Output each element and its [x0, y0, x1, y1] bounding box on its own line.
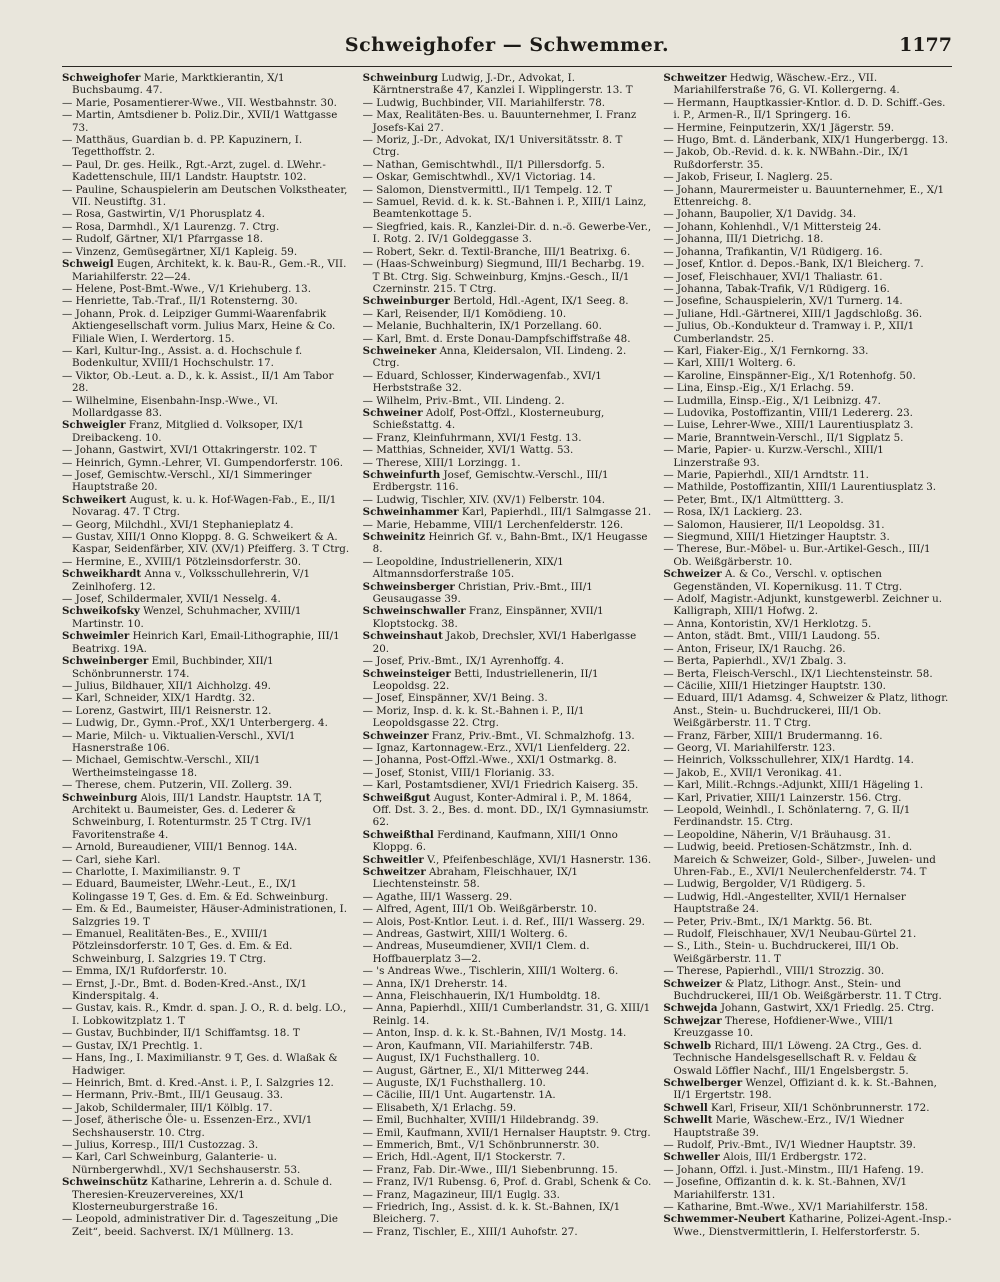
- directory-entry: — Peter, Bmt., IX/1 Altmüttterg. 3.: [663, 493, 844, 506]
- directory-entry: — Gustav, kais. R., Kmdr. d. span. J. O., R. d. belg. LO., I. Lobkowitzplatz 1. T: [62, 1002, 347, 1027]
- directory-entry: — Franz, Tischler, E., XIII/1 Auhofstr. 27.: [362, 1225, 578, 1238]
- directory-entry: — Johanna, Tabak-Trafik, V/1 Rüdigerg. 16.: [663, 282, 890, 295]
- directory-entry: — Therese, XIII/1 Lorzingg. 1.: [362, 456, 521, 469]
- directory-entry: Schweikofsky Wenzel, Schuhmacher, XVIII/1 Martinstr. 10.: [62, 605, 302, 630]
- directory-entry: Schweinberger Emil, Buchbinder, XII/1 Schönbrunnerstr. 174.: [62, 655, 274, 680]
- directory-entry: — Josef, Gemischtw.-Verschl., XI/1 Simmeringer Hauptstraße 20.: [62, 469, 312, 494]
- directory-entry: — Oskar, Gemischtwhdl., XV/1 Victoriag. 14.: [362, 171, 596, 184]
- surname: Schweitzer: [362, 866, 426, 878]
- directory-entry: — Hans, Ing., I. Maximilianstr. 9 T, Ges. d. Wlaßak & Hadwiger.: [62, 1052, 338, 1077]
- directory-entry: — 's Andreas Wwe., Tischlerin, XIII/1 Wolterg. 6.: [362, 965, 619, 978]
- directory-entry: — Heinrich, Gymn.-Lehrer, VI. Gumpendorferstr. 106.: [62, 456, 344, 469]
- directory-entry: — Johann, Kohlenhdl., V/1 Mittersteig 24.: [663, 220, 882, 233]
- surname: Schweißthal: [362, 828, 434, 841]
- directory-entry: — Josef, ätherische Öle- u. Essenzen-Erz., XVI/1 Sechshauserstr. 10. Ctrg.: [62, 1114, 313, 1139]
- surname: Schweinburg: [62, 791, 138, 804]
- directory-entry: — Martin, Amtsdiener b. Poliz.Dir., XVII/1 Wattgasse 73.: [62, 109, 338, 134]
- directory-entry: — Berta, Fleisch-Verschl., IX/1 Liechtensteinstr. 58.: [663, 667, 933, 680]
- surname: Schweitler: [362, 853, 424, 866]
- directory-entry: — Cäcilie, XIII/1 Hietzinger Hauptstr. 130.: [663, 679, 886, 692]
- directory-entry: — Charlotte, I. Maximilianstr. 9. T: [62, 866, 241, 878]
- directory-entry: — Johanna, Trafikantin, V/1 Rüdigerg. 16.: [663, 245, 883, 258]
- directory-entry: — Max, Realitäten-Bes. u. Bauunternehmer, I. Franz Josefs-Kai 27.: [362, 109, 637, 134]
- directory-entry: — Johann, Gastwirt, XVI/1 Ottakringerstr. 102. T: [62, 444, 317, 457]
- directory-entry: — Johann, Baupolier, X/1 Davidg. 34.: [663, 208, 857, 221]
- directory-entry: — Moriz, Insp. d. k. k. St.-Bahnen i. P., II/1 Leopoldsgasse 22. Ctrg.: [362, 704, 585, 730]
- directory-entry: — Luise, Lehrer-Wwe., XIII/1 Laurentiusplatz 3.: [663, 419, 914, 432]
- directory-entry: — Karl, Postamtsdiener, XVI/1 Friedrich Kaiserg. 35.: [362, 779, 639, 792]
- directory-entry: — Therese, chem. Putzerin, VII. Zollerg. 39.: [62, 779, 293, 792]
- directory-entry: — Therese, Papierhdl., VIII/1 Strozzig. 30.: [663, 965, 885, 978]
- directory-entry: — Katharine, Bmt.-Wwe., XV/1 Mariahilferstr. 158.: [663, 1200, 928, 1213]
- directory-entry: — Jakob, Schildermaler, III/1 Kölblg. 17.: [62, 1101, 273, 1114]
- directory-entry: — Gustav, Buchbinder, II/1 Schiffamtsg. 18. T: [62, 1027, 300, 1040]
- directory-entry: Schweißthal Ferdinand, Kaufmann, XIII/1 Onno Kloppg. 6.: [362, 828, 618, 854]
- surname: Schweinhammer: [362, 506, 459, 519]
- directory-entry: — Karl, Bmt. d. Erste Donau-Dampfschiffstraße 48.: [362, 332, 631, 345]
- directory-entry: — Marie, Papierhdl., XII/1 Arndtstr. 11.: [663, 469, 869, 481]
- directory-entry: — Robert, Sekr. d. Textil-Branche, III/1 Beatrixg. 6.: [362, 245, 631, 258]
- surname: Schweinshaut: [362, 630, 443, 643]
- entry-columns: [62, 72, 952, 1264]
- directory-entry: — Anton, Friseur, IX/1 Rauchg. 26.: [663, 642, 846, 655]
- column-left: [62, 72, 351, 1264]
- directory-entry: — Em. & Ed., Baumeister, Häuser-Administrationen, I. Salzgries 19. T: [62, 903, 347, 928]
- directory-entry: — Leopoldine, Näherin, V/1 Bräuhausg. 31.: [663, 828, 891, 841]
- directory-entry: — Michael, Gemischtw.-Verschl., XII/1 Wertheimsteingasse 18.: [62, 754, 261, 779]
- directory-entry: — Rudolf, Gärtner, XI/1 Pfarrgasse 18.: [62, 233, 263, 246]
- directory-entry: — Georg, VI. Mariahilferstr. 123.: [663, 741, 836, 754]
- surname: Schweimler: [62, 630, 130, 643]
- directory-entry: — Moriz, J.-Dr., Advokat, IX/1 Universitätsstr. 8. T Ctrg.: [362, 134, 623, 159]
- directory-entry: — Karl, Milit.-Rchngs.-Adjunkt, XIII/1 Hägeling 1.: [663, 779, 924, 792]
- surname: Schweinsteiger: [362, 667, 451, 680]
- directory-entry: — August, IX/1 Fuchsthallerg. 10.: [362, 1052, 540, 1065]
- directory-entry: — Helene, Post-Bmt.-Wwe., V/1 Kriehuberg. 13.: [62, 282, 311, 295]
- surname: Schweinsberger: [362, 580, 455, 593]
- surname: Schweinschütz: [62, 1176, 148, 1189]
- surname: Schweineker: [362, 344, 437, 357]
- directory-entry: Schweikhardt Anna v., Volksschullehrerin, V/1 Zeinlhoferg. 12.: [62, 568, 311, 593]
- directory-entry: Schwelb Richard, III/1 Löweng. 2A Ctrg., Ges. d. Technische Handelsgesellschaft R. v. Feldau & Oswald Löffler Nachf., III/1 Engelsbergstr. 5.: [663, 1039, 922, 1077]
- directory-entry: — Rudolf, Fleischhauer, XV/1 Neubau-Gürtel 21.: [663, 928, 917, 941]
- directory-entry: — Emmerich, Bmt., V/1 Schönbrunnerstr. 30.: [362, 1138, 600, 1151]
- directory-entry: — Siegmund, XIII/1 Hietzinger Hauptstr. 3.: [663, 531, 890, 544]
- directory-entry: — Vinzenz, Gemüsegärtner, XI/1 Kapleig. 59.: [62, 245, 298, 258]
- directory-entry: — Johann, Offzl. i. Just.-Minstm., III/1 Hafeng. 19.: [663, 1163, 924, 1176]
- directory-entry: — Alois, Post-Kntlor. Leut. i. d. Ref., III/1 Wasserg. 29.: [362, 915, 645, 928]
- directory-entry: — Ludmilla, Einsp.-Eig., X/1 Leibnizg. 47.: [663, 394, 881, 407]
- directory-entry: — Franz, Kleinfuhrmann, XVI/1 Festg. 13.: [362, 431, 582, 444]
- directory-entry: — Rosa, Gastwirtin, V/1 Phorusplatz 4.: [62, 208, 265, 221]
- directory-entry: Schweigl Eugen, Architekt, k. k. Bau-R., Gem.-R., VII. Mariahilferstr. 22—24.: [62, 258, 347, 283]
- directory-entry: — Anna, IX/1 Dreherstr. 14.: [362, 977, 508, 990]
- directory-entry: — Johanna, III/1 Dietrichg. 18.: [663, 233, 824, 246]
- directory-entry: Schweinsteiger Betti, Industriellenerin, II/1 Leopoldsg. 22.: [362, 667, 599, 692]
- directory-entry: — Marie, Branntwein-Verschl., II/1 Sigplatz 5.: [663, 431, 904, 444]
- directory-entry: — Rosa, Darmhdl., X/1 Laurenzg. 7. Ctrg.: [62, 220, 280, 233]
- directory-entry: — Johann, Prok. d. Leipziger Gummi-Waarenfabrik Aktiengesellschaft vorm. Julius Marx, Heine & Co. Filiale Wien, I. Werdertorg. 15.: [62, 307, 336, 345]
- directory-entry: Schweinburg Ludwig, J.-Dr., Advokat, I. Kärntnerstraße 47, Kanzlei I. Wipplingerstr. 13. T: [362, 72, 633, 97]
- directory-entry: — Anna, Papierhdl., XIII/1 Cumberlandstr. 31, G. XIII/1 Reinlg. 14.: [362, 1002, 651, 1027]
- directory-entry: — Jakob, Friseur, I. Naglerg. 25.: [663, 171, 833, 184]
- directory-entry: — Elisabeth, X/1 Erlachg. 59.: [362, 1101, 517, 1114]
- directory-entry: — Emil, Kaufmann, XVII/1 Hernalser Hauptstr. 9. Ctrg.: [362, 1126, 651, 1139]
- surname: Schwell: [663, 1101, 708, 1114]
- directory-entry: — S., Lith., Stein- u. Buchdruckerei, III/1 Ob. Weißgärberstr. 11. T: [663, 940, 899, 965]
- directory-entry: — Anna, Fleischhauerin, IX/1 Humboldtg. 18.: [362, 990, 601, 1003]
- directory-entry: — Salomon, Dienstvermittl., II/1 Tempelg. 12. T: [362, 183, 613, 196]
- surname: Schweinburger: [362, 295, 450, 308]
- surname: Schweinberger: [62, 655, 149, 668]
- directory-entry: — Emma, IX/1 Rufdorferstr. 10.: [62, 965, 227, 978]
- directory-entry: — Marie, Posamentierer-Wwe., VII. Westbahnstr. 30.: [62, 96, 337, 109]
- directory-entry: Schweimler Heinrich Karl, Email-Lithographie, III/1 Beatrixg. 19A.: [62, 630, 340, 655]
- directory-entry: — Mathilde, Postoffizantin, XIII/1 Laurentiusplatz 3.: [663, 481, 937, 494]
- directory-entry: — Ernst, J.-Dr., Bmt. d. Boden-Kred.-Anst., IX/1 Kinderspitalg. 4.: [62, 977, 308, 1003]
- directory-entry: — Hermann, Priv.-Bmt., III/1 Geusaug. 33.: [62, 1089, 284, 1102]
- directory-entry: — Marie, Hebamme, VIII/1 Lerchenfelderstr. 126.: [362, 518, 624, 531]
- directory-entry: — August, Gärtner, E., XI/1 Mitterweg 244.: [362, 1064, 589, 1077]
- directory-entry: — Paul, Dr. ges. Heilk., Rgt.-Arzt, zugel. d. LWehr.-Kadettenschule, III/1 Landstr. Hauptstr. 102.: [62, 158, 326, 184]
- directory-entry: — Jakob, E., XVII/1 Veronikag. 41.: [663, 766, 842, 779]
- directory-entry: Schwemmer-Neubert Katharine, Polizei-Agent.-Insp.-Wwe., Dienstvermittlerin, I. Helferstorferstr. 5.: [663, 1213, 952, 1238]
- surname: Schweigler: [62, 419, 126, 432]
- surname: Schweikert: [62, 493, 127, 506]
- directory-entry: — Julius, Ob.-Kondukteur d. Tramway i. P., XII/1 Cumberlandstr. 25.: [663, 320, 915, 345]
- directory-entry: — Leopoldine, Industriellenerin, XIX/1 Altmannsdorferstraße 105.: [362, 555, 564, 581]
- surname: Schweinburg: [362, 72, 438, 84]
- directory-entry: Schweineker Anna, Kleidersalon, VII. Lindeng. 2. Ctrg.: [362, 344, 627, 370]
- directory-entry: Schweinfurth Josef, Gemischtw.-Verschl., III/1 Erdbergstr. 116.: [362, 469, 609, 494]
- directory-entry: — Ludwig, Bergolder, V/1 Rüdigerg. 5.: [663, 878, 866, 891]
- surname: Schwemmer-Neubert: [663, 1213, 786, 1226]
- directory-entry: — Emil, Buchhalter, XVIII/1 Hildebrandg. 39.: [362, 1114, 599, 1127]
- directory-entry: — Johann, Maurermeister u. Bauunternehmer, E., X/1 Ettenreichg. 8.: [663, 183, 945, 209]
- surname: Schweinschwaller: [362, 605, 466, 618]
- directory-entry: — Salomon, Hausierer, II/1 Leopoldsg. 31.: [663, 518, 885, 531]
- surname: Schweinitz: [362, 531, 426, 544]
- directory-entry: — Heinrich, Bmt. d. Kred.-Anst. i. P., I. Salzgries 12.: [62, 1076, 334, 1089]
- directory-entry: — Ludwig, Buchbinder, VII. Mariahilferstr. 78.: [362, 96, 606, 109]
- column-right: [663, 72, 952, 1264]
- directory-entry: — Heinrich, Volksschullehrer, XIX/1 Hardtg. 14.: [663, 754, 914, 767]
- page-header: [62, 30, 952, 67]
- directory-entry: — Hermann, Hauptkassier-Kntlor. d. D. D. Schiff.-Ges. i. P., Armen-R., II/1 Springerg. 16.: [663, 96, 946, 122]
- directory-entry: Schweiner Adolf, Post-Offzl., Klosterneuburg, Schießstattg. 4.: [362, 406, 605, 432]
- directory-entry: — Nathan, Gemischtwhdl., II/1 Pillersdorfg. 5.: [362, 158, 605, 171]
- surname: Schwelberger: [663, 1076, 743, 1089]
- running-title: Schweighofer — Schwemmer.: [344, 34, 670, 56]
- directory-entry: Schweinshaut Jakob, Drechsler, XVI/1 Haberlgasse 20.: [362, 630, 637, 655]
- directory-entry: — Adolf, Magistr.-Adjunkt, kunstgewerbl. Zeichner u. Kalligraph, XIII/1 Hofwg. 2.: [663, 593, 942, 618]
- directory-entry: — Wilhelmine, Eisenbahn-Insp.-Wwe., VI. Mollardgasse 83.: [62, 394, 279, 419]
- directory-entry: Schweinsberger Christian, Priv.-Bmt., III/1 Geusaugasse 39.: [362, 580, 593, 606]
- surname: Schweiner: [362, 406, 423, 419]
- directory-entry: — Eduard, Baumeister, LWehr.-Leut., E., IX/1 Kolingasse 19 T, Ges. d. Em. & Ed. Schweinburg.: [62, 878, 329, 903]
- directory-entry: — Karl, XIII/1 Wolterg. 6.: [663, 357, 796, 370]
- directory-entry: Schweinschwaller Franz, Einspänner, XVII/1 Kloptstockg. 38.: [362, 605, 604, 630]
- directory-entry: — Melanie, Buchhalterin, IX/1 Porzellang. 60.: [362, 320, 602, 333]
- directory-entry: — Josef, Kntlor. d. Depos.-Bank, IX/1 Bleicherg. 7.: [663, 258, 924, 271]
- directory-entry: — Juliane, Hdl.-Gärtnerei, XIII/1 Jagdschloßg. 36.: [663, 307, 923, 320]
- surname: Schwejzar: [663, 1014, 722, 1027]
- directory-entry: Schweißgut August, Konter-Admiral i. P., M. 1864, Off. Dst. 3. 2., Bes. d. mont. DD., IX/1 Gymnasiumstr. 62.: [362, 791, 649, 829]
- directory-entry: — Ludovika, Postoffizantin, VIII/1 Ledererg. 23.: [663, 406, 913, 419]
- directory-entry: — Friedrich, Ing., Assist. d. k. k. St.-Bahnen, IX/1 Bleicherg. 7.: [362, 1200, 621, 1226]
- surname: Schweizer: [663, 977, 722, 990]
- directory-entry: — Anton, städt. Bmt., VIII/1 Laudong. 55.: [663, 630, 881, 643]
- directory-entry: — Josef, Fleischhauer, XVI/1 Thaliastr. 61.: [663, 270, 883, 283]
- directory-entry: — Alfred, Agent, III/1 Ob. Weißgärberstr. 10.: [362, 903, 597, 916]
- directory-entry: — Josef, Einspänner, XV/1 Being. 3.: [362, 692, 548, 705]
- directory-entry: Schweitler V., Pfeifenbeschläge, XVI/1 Hasnerstr. 136.: [362, 853, 652, 866]
- directory-entry: — Berta, Papierhdl., XV/1 Zbalg. 3.: [663, 655, 847, 668]
- directory-entry: Schwellt Marie, Wäschew.-Erz., IV/1 Wiedner Hauptstraße 39.: [663, 1114, 904, 1139]
- directory-entry: — Andreas, Gastwirt, XIII/1 Wolterg. 6.: [362, 928, 568, 941]
- directory-entry: — Karl, Reisender, II/1 Komödieng. 10.: [362, 307, 567, 320]
- directory-entry: — Marie, Milch- u. Viktualien-Verschl., XVI/1 Hasnerstraße 106.: [62, 729, 296, 754]
- surname: Schweighofer: [62, 72, 141, 84]
- page-number: 1177: [899, 34, 952, 56]
- directory-entry: — Leopold, administrativer Dir. d. Tageszeitung „Die Zeit“, beeid. Sachverst. IX/1 Müllnerg. 13.: [62, 1213, 338, 1238]
- surname: Schweikofsky: [62, 605, 140, 618]
- directory-entry: — Eduard, Schlosser, Kinderwagenfab., XVI/1 Herbststraße 32.: [362, 369, 602, 395]
- surname: Schweinfurth: [362, 469, 441, 481]
- surname: Schwelb: [663, 1039, 712, 1052]
- directory-entry: — Hermine, E., XVIII/1 Pötzleinsdorferstr. 30.: [62, 555, 302, 568]
- directory-entry: — Auguste, IX/1 Fuchsthallerg. 10.: [362, 1076, 546, 1089]
- directory-entry: Schweizer A. & Co., Verschl. v. optischen Gegenständen, VI. Kopernikusg. 11. T Ctrg.: [663, 568, 903, 593]
- directory-entry: — Franz, Färber, XIII/1 Brudermanng. 16.: [663, 729, 883, 742]
- directory-entry: Schweller Alois, III/1 Erdbergstr. 172.: [663, 1151, 867, 1164]
- directory-entry: — Pauline, Schauspielerin am Deutschen Volkstheater, VII. Neustiftg. 31.: [62, 183, 348, 209]
- directory-entry: — Karl, Kultur-Ing., Assist. a. d. Hochschule f. Bodenkultur, XVIII/1 Hochschulstr. 17.: [62, 344, 303, 370]
- directory-entry: — Karoline, Einspänner-Eig., X/1 Rotenhofg. 50.: [663, 369, 916, 382]
- directory-entry: — Peter, Priv.-Bmt., IX/1 Marktg. 56. Bt.: [663, 915, 873, 928]
- surname: Schweitzer: [663, 72, 727, 84]
- directory-entry: — Ludwig, Dr., Gymn.-Prof., XX/1 Unterbergerg. 4.: [62, 717, 328, 730]
- directory-entry: — Josef, Priv.-Bmt., IX/1 Ayrenhoffg. 4.: [362, 655, 564, 668]
- directory-entry: — Wilhelm, Priv.-Bmt., VII. Lindeng. 2.: [362, 394, 565, 407]
- directory-entry: Schwejda Johann, Gastwirt, XX/1 Friedlg. 25. Ctrg.: [663, 1002, 935, 1015]
- surname: Schwejda: [663, 1002, 718, 1015]
- column-middle: [363, 72, 652, 1264]
- directory-entry: — Jakob, Ob.-Revid. d. k. k. NWBahn.-Dir., IX/1 Rußdorferstr. 35.: [663, 146, 910, 171]
- directory-entry: Schweinitz Heinrich Gf. v., Bahn-Bmt., IX/1 Heugasse 8.: [362, 531, 648, 556]
- directory-entry: — Aron, Kaufmann, VII. Mariahilferstr. 74B.: [362, 1039, 593, 1052]
- directory-entry: — Anton, Insp. d. k. k. St.-Bahnen, IV/1 Mostg. 14.: [362, 1027, 627, 1040]
- directory-entry: — Agathe, III/1 Wasserg. 29.: [362, 890, 513, 903]
- directory-entry: — Anna, Kontoristin, XV/1 Herklotzg. 5.: [663, 617, 872, 630]
- directory-entry: Schweinhammer Karl, Papierhdl., III/1 Salmgasse 21.: [362, 506, 652, 519]
- directory-entry: — Johanna, Post-Offzl.-Wwe., XXI/1 Ostmarkg. 8.: [362, 754, 617, 767]
- directory-entry: Schweinschütz Katharine, Lehrerin a. d. Schule d. Theresien-Kreuzervereines, XX/1 Klosterneuburgerstraße 16.: [62, 1176, 333, 1213]
- directory-entry: — Gustav, IX/1 Prechtlg. 1.: [62, 1039, 203, 1052]
- directory-entry: — Lina, Einsp.-Eig., X/1 Erlachg. 59.: [663, 382, 855, 395]
- directory-entry: — Gustav, XIII/1 Onno Kloppg. 8. G. Schweikert & A. Kaspar, Seidenfärber, XIV. (XV/1) Pfeifferg. 3. T Ctrg.: [62, 531, 350, 556]
- directory-entry: Schwelberger Wenzel, Offiziant d. k. k. St.-Bahnen, II/1 Ergertstr. 198.: [663, 1076, 937, 1102]
- directory-entry: — Andreas, Museumdiener, XVII/1 Clem. d. Hoffbauerplatz 3—2.: [362, 940, 590, 965]
- directory-entry: Schweinzer Franz, Priv.-Bmt., VI. Schmalzhofg. 13.: [362, 729, 635, 742]
- directory-entry: — Carl, siehe Karl.: [62, 853, 161, 866]
- directory-entry: — Karl, Schneider, XIX/1 Hardtg. 32.: [62, 692, 255, 705]
- directory-entry: — Siegfried, kais. R., Kanzlei-Dir. d. n.-ö. Gewerbe-Ver., I. Rotg. 2. IV/1 Goldeggasse 3.: [362, 220, 652, 246]
- directory-entry: — Arnold, Bureaudiener, VIII/1 Bennog. 14A.: [62, 841, 298, 854]
- directory-entry: Schweikert August, k. u. k. Hof-Wagen-Fab., E., II/1 Novarag. 47. T Ctrg.: [62, 493, 337, 519]
- directory-entry: Schweizer & Platz, Lithogr. Anst., Stein- und Buchdruckerei, III/1 Ob. Weißgärberstr. 11. T Ctrg.: [663, 977, 942, 1003]
- directory-entry: — Lorenz, Gastwirt, III/1 Reisnerstr. 12.: [62, 704, 272, 717]
- directory-entry: Schweigler Franz, Mitglied d. Volksoper, IX/1 Dreibackeng. 10.: [62, 419, 305, 444]
- directory-entry: Schweinburg Alois, III/1 Landstr. Hauptstr. 1A T, Architekt u. Baumeister, Ges. d. Lederer & Schweinburg, I. Rotenturmstr. 25 T Ctrg. IV/1 Favoritenstraße 4.: [62, 791, 323, 841]
- surname: Schweikhardt: [62, 568, 142, 581]
- directory-entry: Schweitzer Hedwig, Wäschew.-Erz., VII. Mariahilferstraße 76, G. VI. Kollergerng. 4.: [663, 72, 900, 97]
- directory-entry: — Cäcilie, III/1 Unt. Augartenstr. 1A.: [362, 1089, 556, 1102]
- surname: Schweißgut: [362, 791, 431, 804]
- directory-entry: — Erich, Hdl.-Agent, II/1 Stockerstr. 7.: [362, 1151, 566, 1164]
- directory-entry: — Franz, Magazineur, III/1 Euglg. 33.: [362, 1188, 560, 1201]
- surname: Schweinzer: [362, 729, 429, 742]
- directory-entry: Schwejzar Therese, Hofdiener-Wwe., VIII/1 Kreuzgasse 10.: [663, 1014, 894, 1040]
- directory-entry: — Rudolf, Priv.-Bmt., IV/1 Wiedner Hauptstr. 39.: [663, 1138, 916, 1151]
- directory-entry: — Julius, Korresp., III/1 Custozzag. 3.: [62, 1138, 259, 1151]
- directory-entry: — Henriette, Tab.-Traf., II/1 Rotensterng. 30.: [62, 295, 298, 308]
- directory-entry: — Rosa, IX/1 Lackierg. 23.: [663, 506, 803, 519]
- directory-entry: — Marie, Papier- u. Kurzw.-Verschl., XIII/1 Linzerstraße 93.: [663, 444, 884, 469]
- directory-entry: — Ludwig, Hdl.-Angestellter, XVII/1 Hernalser Hauptstraße 24.: [663, 890, 906, 916]
- directory-entry: — Samuel, Revid. d. k. k. St.-Bahnen i. P., XIII/1 Lainz, Beamtenkottage 5.: [362, 196, 647, 221]
- directory-entry: — Karl, Privatier, XIII/1 Lainzerstr. 156. Ctrg.: [663, 791, 902, 804]
- directory-entry: — (Haas-Schweinburg) Siegmund, III/1 Becharbg. 19. T Bt. Ctrg. Sig. Schweinburg, Kmjns.-Gesch., II/1 Czerninstr. 215. T Ctrg.: [362, 258, 645, 295]
- directory-entry: — Matthias, Schneider, XVI/1 Wattg. 53.: [362, 444, 574, 457]
- surname: Schweller: [663, 1151, 720, 1164]
- directory-entry: — Josefine, Offizantin d. k. k. St.-Bahnen, XV/1 Mariahilferstr. 131.: [663, 1176, 908, 1201]
- directory-entry: — Hermine, Feinputzerin, XX/1 Jägerstr. 59.: [663, 121, 895, 134]
- directory-entry: — Franz, IV/1 Rubensg. 6, Prof. d. Grabl, Schenk & Co.: [362, 1176, 652, 1189]
- directory-entry: — Eduard, III/1 Adamsg. 4, Schweizer & Platz, lithogr. Anst., Stein- u. Buchdruckerei, III/1 Ob. Weißgärberstr. 11. T Ctrg.: [663, 692, 949, 730]
- directory-entry: — Josef, Schildermaler, XVII/1 Nesselg. 4.: [62, 593, 281, 606]
- directory-entry: Schweinburger Bertold, Hdl.-Agent, IX/1 Seeg. 8.: [362, 295, 629, 308]
- directory-entry: — Emanuel, Realitäten-Bes., E., XVIII/1 Pötzleinsdorferstr. 10 T, Ges. d. Em. & Ed. Schweinburg, I. Salzgries 19. T Ctrg.: [62, 928, 293, 965]
- directory-entry: Schweitzer Abraham, Fleischhauer, IX/1 Liechtensteinstr. 58.: [362, 866, 578, 891]
- directory-entry: — Ludwig, beeid. Pretiosen-Schätzmstr., Inh. d. Mareich & Schweizer, Gold-, Silber-, Juwelen- und Uhren-Fab., E., XVI/1 Neulerchenfelderstr. 74. T: [663, 841, 936, 878]
- surname: Schweigl: [62, 258, 114, 271]
- directory-entry: — Ludwig, Tischler, XIV. (XV/1) Felberstr. 104.: [362, 493, 606, 506]
- surname: Schweizer: [663, 568, 722, 581]
- directory-entry: — Therese, Bur.-Möbel- u. Bur.-Artikel-Gesch., III/1 Ob. Weißgärberstr. 10.: [663, 543, 931, 568]
- directory-entry: — Georg, Milchdhl., XVI/1 Stephanieplatz 4.: [62, 518, 294, 531]
- surname: Schwellt: [663, 1114, 713, 1127]
- directory-entry: — Josefine, Schauspielerin, XV/1 Turnerg. 14.: [663, 295, 903, 308]
- directory-entry: Schwell Karl, Friseur, XII/1 Schönbrunnerstr. 172.: [663, 1101, 930, 1114]
- directory-entry: — Karl, Fiaker-Eig., X/1 Fernkorng. 33.: [663, 344, 869, 357]
- directory-entry: — Hugo, Bmt. d. Länderbank, XIX/1 Hungerbergg. 13.: [663, 134, 948, 147]
- directory-entry: — Julius, Bildhauer, XII/1 Aichholzg. 49.: [62, 679, 271, 692]
- directory-entry: — Josef, Stonist, VIII/1 Florianig. 33.: [362, 766, 555, 779]
- directory-entry: Schweighofer Marie, Marktkierantin, X/1 Buchsbaumg. 47.: [62, 72, 285, 97]
- directory-entry: — Ignaz, Kartonnagew.-Erz., XVI/1 Lienfelderg. 22.: [362, 741, 631, 754]
- directory-entry: — Franz, Fab. Dir.-Wwe., III/1 Siebenbrunng. 15.: [362, 1163, 618, 1176]
- directory-entry: — Matthäus, Guardian b. d. PP. Kapuzinern, I. Tegetthoffstr. 2.: [62, 134, 303, 159]
- directory-entry: — Karl, Carl Schweinburg, Galanterie- u. Nürnbergerwhdl., XV/1 Sechshauserstr. 53.: [62, 1151, 301, 1176]
- directory-entry: — Viktor, Ob.-Leut. a. D., k. k. Assist., II/1 Am Tabor 28.: [62, 369, 334, 395]
- directory-entry: — Leopold, Weinhdl., I. Schönlaterng. 7, G. II/1 Ferdinandstr. 15. Ctrg.: [663, 803, 911, 829]
